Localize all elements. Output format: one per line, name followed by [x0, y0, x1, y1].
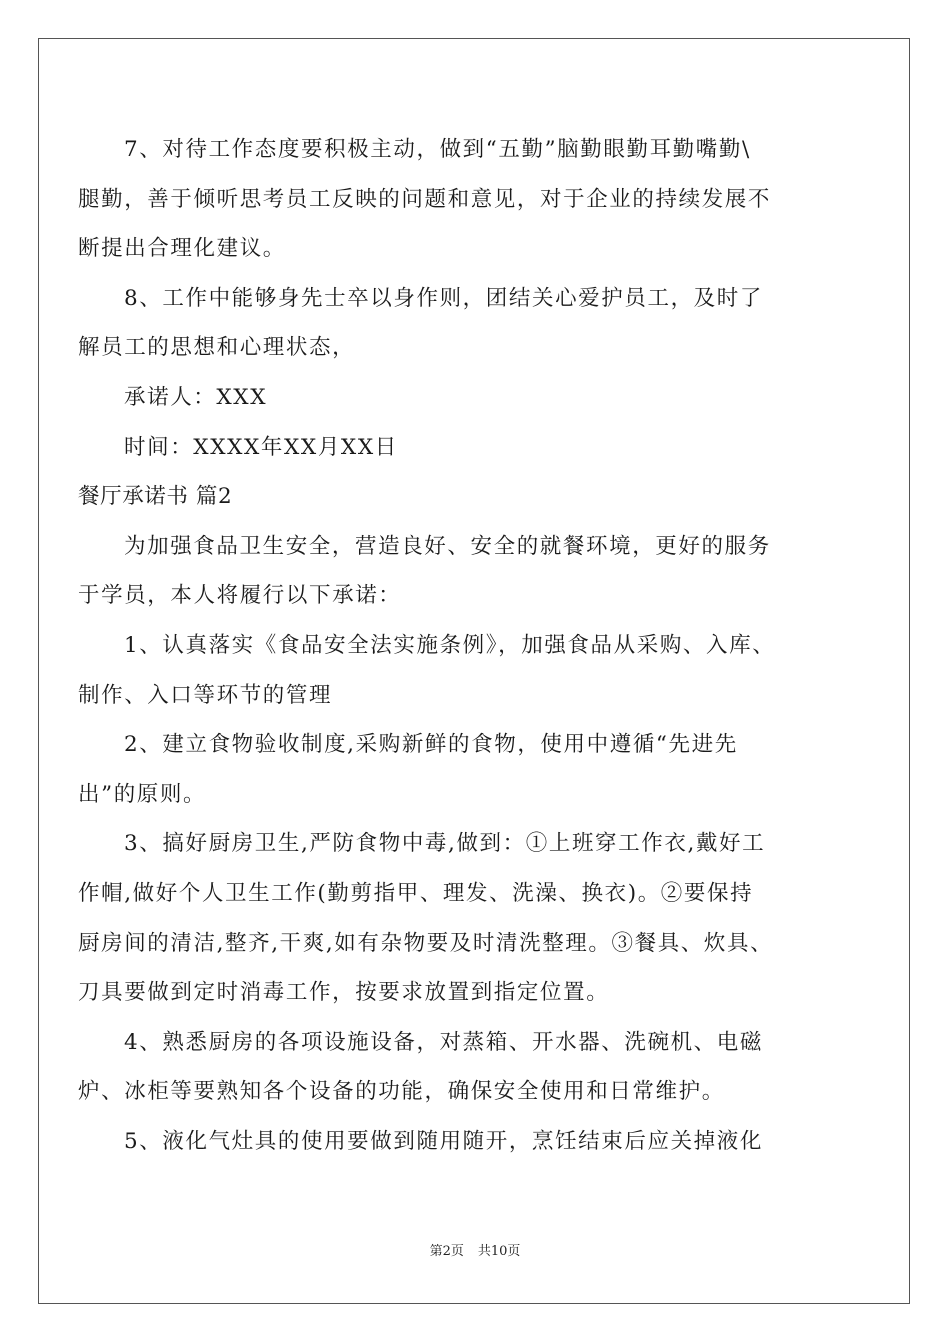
text-line: 2、建立食物验收制度,采购新鲜的食物，使用中遵循“先进先	[124, 732, 738, 758]
document-body	[78, 125, 838, 1166]
text-line: 断提出合理化建议。	[78, 236, 286, 262]
text-line: 刀具要做到定时消毒工作，按要求放置到指定位置。	[78, 980, 610, 1006]
signatory-line: 承诺人：XXX	[124, 384, 268, 410]
text-line: 3、搞好厨房卫生,严防食物中毒,做到：①上班穿工作衣,戴好工	[124, 831, 766, 857]
page-number: 第2页	[429, 1244, 464, 1259]
text-line: 1、认真落实《食品安全法实施条例》，加强食品从采购、入库、	[124, 632, 776, 658]
text-line: 出”的原则。	[78, 781, 207, 807]
text-line: 5、液化气灶具的使用要做到随用随开，烹饪结束后应关掉液化	[124, 1128, 763, 1154]
section-heading: 餐厅承诺书 篇2	[78, 484, 233, 510]
text-line: 制作、入口等环节的管理	[78, 682, 333, 708]
text-line: 解员工的思想和心理状态，	[78, 335, 356, 361]
text-line: 4、熟悉厨房的各项设施设备，对蒸箱、开水器、洗碗机、电磁	[124, 1029, 763, 1055]
text-line: 于学员，本人将履行以下承诺：	[78, 583, 402, 609]
text-line: 为加强食品卫生安全，营造良好、安全的就餐环境，更好的服务	[124, 533, 771, 559]
text-line: 7、对待工作态度要积极主动，做到“五勤”脑勤眼勤耳勤嘴勤\	[124, 137, 751, 162]
page-footer	[0, 1240, 950, 1259]
text-line: 厨房间的清洁,整齐,干爽,如有杂物要及时清洗整理。③餐具、炊具、	[78, 930, 774, 956]
date-line: 时间：XXXX年XX月XX日	[124, 434, 398, 460]
text-line: 炉、冰柜等要熟知各个设备的功能，确保安全使用和日常维护。	[78, 1079, 725, 1105]
page-total: 共10页	[477, 1244, 521, 1259]
text-line: 腿勤，善于倾听思考员工反映的问题和意见，对于企业的持续发展不	[78, 186, 772, 212]
text-line: 8、工作中能够身先士卒以身作则，团结关心爱护员工，及时了	[124, 285, 763, 311]
text-line: 作帽,做好个人卫生工作(勤剪指甲、理发、洗澡、换衣)。②要保持	[78, 880, 754, 906]
